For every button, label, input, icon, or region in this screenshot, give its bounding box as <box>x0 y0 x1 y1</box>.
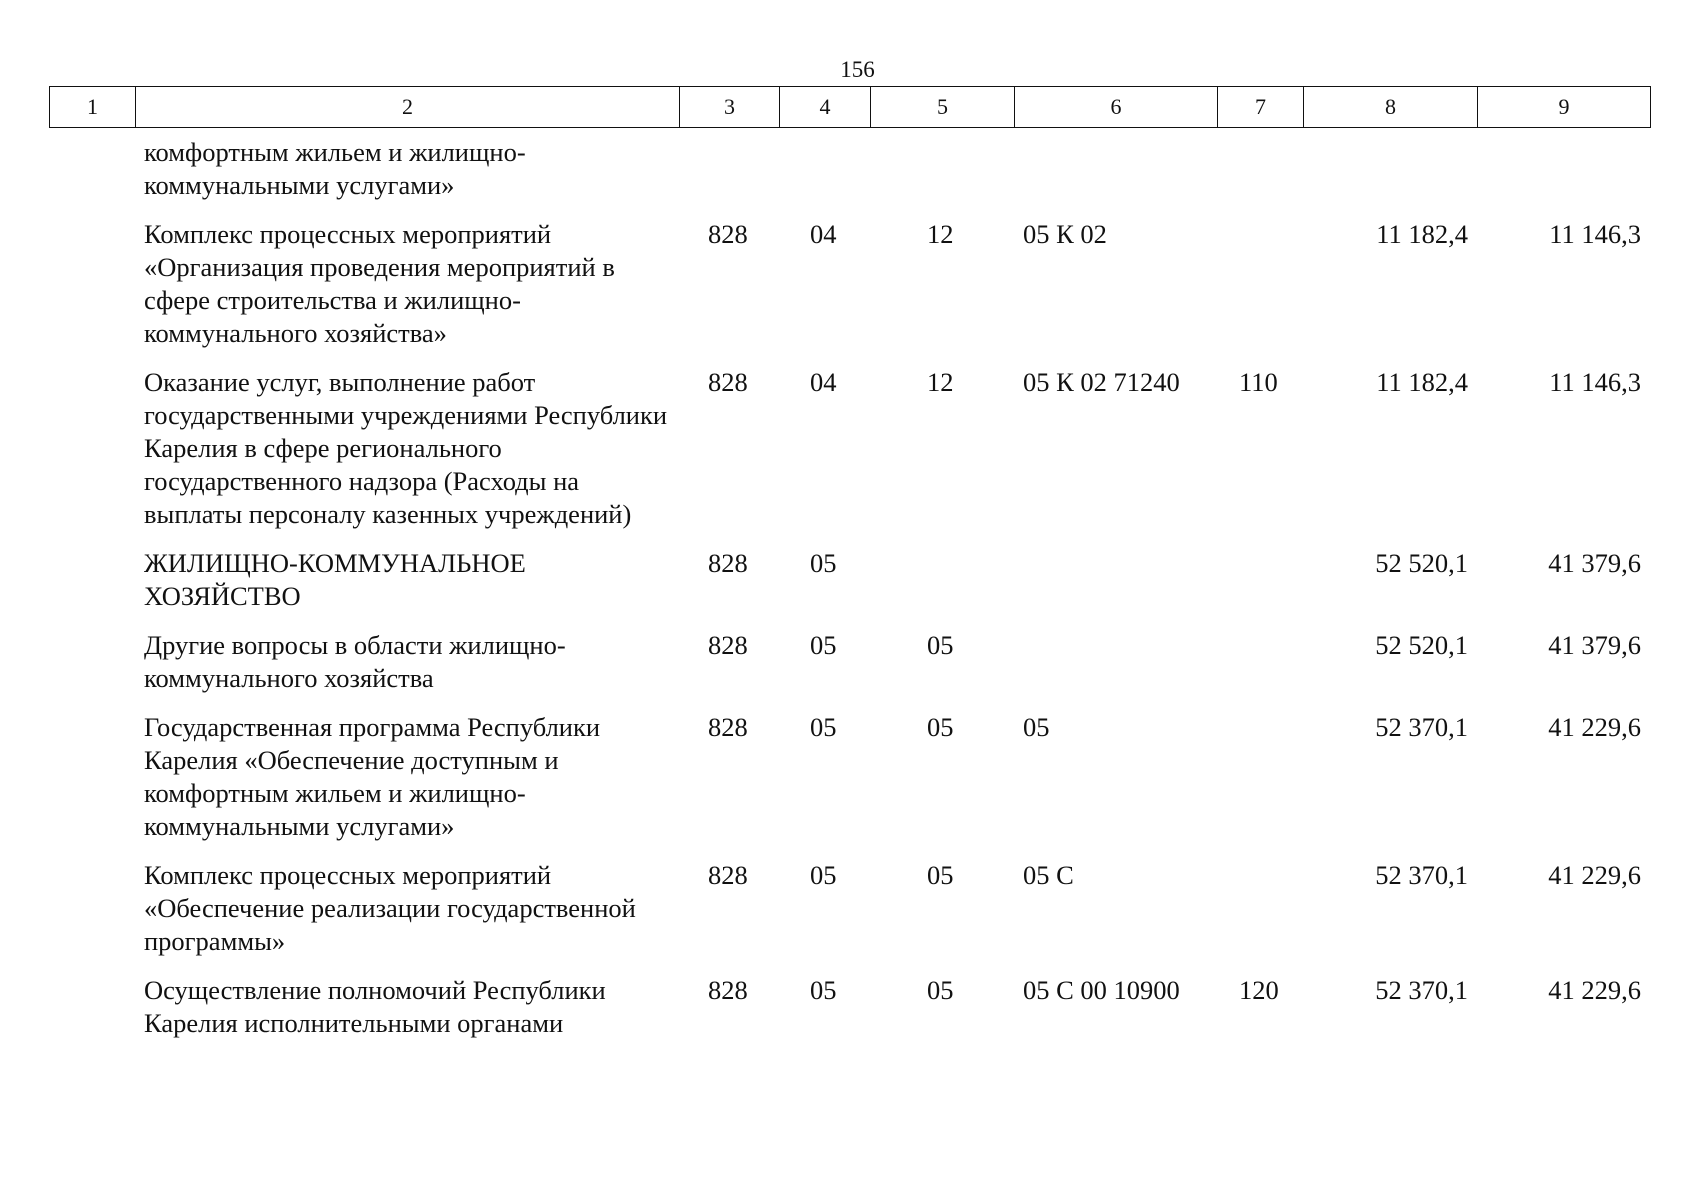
row-rz: 05 <box>810 630 837 660</box>
row-name: Оказание услуг, выполнение работ государственными учреждениями Республики Карелия в сфере регионального государственного надзора (Расходы на выплаты персоналу казенных учреждений) <box>144 367 668 529</box>
row-sum-col8: 52 370,1 <box>1375 712 1468 742</box>
row-sum-col8: 11 182,4 <box>1376 367 1468 397</box>
header-col-7: 7 <box>1218 87 1304 128</box>
row-pr <box>870 136 1014 218</box>
row-rz <box>779 136 870 218</box>
row-pr <box>870 547 1014 629</box>
row-sum-col8: 52 520,1 <box>1375 630 1468 660</box>
row-sum-col9: 11 146,3 <box>1549 367 1641 397</box>
row-name: Другие вопросы в области жилищно-коммунального хозяйства <box>144 630 566 693</box>
table-row <box>49 711 1650 859</box>
row-rz: 05 <box>810 548 837 578</box>
header-col-3: 3 <box>680 87 780 128</box>
header-col-6: 6 <box>1015 87 1218 128</box>
row-ved: 828 <box>708 219 748 249</box>
row-vr <box>1217 859 1303 974</box>
row-vr <box>1217 711 1303 859</box>
row-rz: 04 <box>810 367 837 397</box>
row-sum-col8 <box>1303 136 1477 218</box>
row-pr: 12 <box>927 367 954 397</box>
row-ved: 828 <box>708 712 748 742</box>
row-vr: 120 <box>1239 975 1279 1005</box>
row-rz: 04 <box>810 219 837 249</box>
header-row <box>50 87 1651 128</box>
row-vr <box>1217 136 1303 218</box>
row-name: Комплекс процессных мероприятий «Обеспечение реализации государственной программы» <box>144 860 636 956</box>
row-csr: 05 С <box>1023 860 1074 890</box>
row-ved: 828 <box>708 630 748 660</box>
row-csr <box>1014 629 1217 711</box>
table-body <box>49 136 1650 1056</box>
row-pr: 05 <box>927 975 954 1005</box>
row-name: Осуществление полномочий Республики Карелия исполнительными органами <box>144 975 606 1038</box>
budget-table <box>49 136 1650 1056</box>
table-row <box>49 136 1650 218</box>
column-number-header <box>49 86 1651 128</box>
row-sum-col8: 11 182,4 <box>1376 219 1468 249</box>
row-rz: 05 <box>810 860 837 890</box>
row-rz: 05 <box>810 975 837 1005</box>
table-row <box>49 218 1650 366</box>
table-row <box>49 974 1650 1056</box>
row-sum-col9: 41 379,6 <box>1548 630 1641 660</box>
row-csr: 05 <box>1023 712 1050 742</box>
header-col-2: 2 <box>136 87 680 128</box>
row-ved <box>679 136 779 218</box>
row-sum-col8: 52 520,1 <box>1375 548 1468 578</box>
table-row <box>49 547 1650 629</box>
row-rz: 05 <box>810 712 837 742</box>
row-csr <box>1014 136 1217 218</box>
table-row <box>49 629 1650 711</box>
row-ved: 828 <box>708 860 748 890</box>
page-number: 156 <box>840 57 875 82</box>
row-sum-col9: 11 146,3 <box>1549 219 1641 249</box>
row-ved: 828 <box>708 367 748 397</box>
header-col-1: 1 <box>50 87 136 128</box>
row-pr: 05 <box>927 712 954 742</box>
row-sum-col9: 41 229,6 <box>1548 975 1641 1005</box>
row-sum-col9: 41 229,6 <box>1548 712 1641 742</box>
row-csr: 05 К 02 <box>1023 219 1107 249</box>
row-name: Комплекс процессных мероприятий «Организация проведения мероприятий в сфере строительства и жилищно-коммунального хозяйства» <box>144 219 615 348</box>
table-row <box>49 859 1650 974</box>
row-sum-col9: 41 379,6 <box>1548 548 1641 578</box>
table-row <box>49 366 1650 547</box>
header-col-9: 9 <box>1478 87 1651 128</box>
row-csr <box>1014 547 1217 629</box>
header-col-5: 5 <box>871 87 1015 128</box>
row-pr: 05 <box>927 630 954 660</box>
row-csr: 05 С 00 10900 <box>1023 975 1180 1005</box>
row-vr <box>1217 629 1303 711</box>
row-sum-col8: 52 370,1 <box>1375 860 1468 890</box>
row-vr <box>1217 218 1303 366</box>
header-col-4: 4 <box>780 87 871 128</box>
row-vr: 110 <box>1239 367 1278 397</box>
row-ved: 828 <box>708 975 748 1005</box>
row-pr: 05 <box>927 860 954 890</box>
row-sum-col8: 52 370,1 <box>1375 975 1468 1005</box>
row-name: ЖИЛИЩНО-КОММУНАЛЬНОЕ ХОЗЯЙСТВО <box>144 548 526 611</box>
header-col-8: 8 <box>1304 87 1478 128</box>
row-name: Государственная программа Республики Карелия «Обеспечение доступным и комфортным жильем и жилищно-коммунальными услугами» <box>144 712 601 841</box>
row-sum-col9 <box>1477 136 1650 218</box>
row-name: комфортным жильем и жилищно-коммунальными услугами» <box>144 137 526 200</box>
row-vr <box>1217 547 1303 629</box>
row-sum-col9: 41 229,6 <box>1548 860 1641 890</box>
row-csr: 05 К 02 71240 <box>1023 367 1180 397</box>
row-pr: 12 <box>927 219 954 249</box>
row-ved: 828 <box>708 548 748 578</box>
